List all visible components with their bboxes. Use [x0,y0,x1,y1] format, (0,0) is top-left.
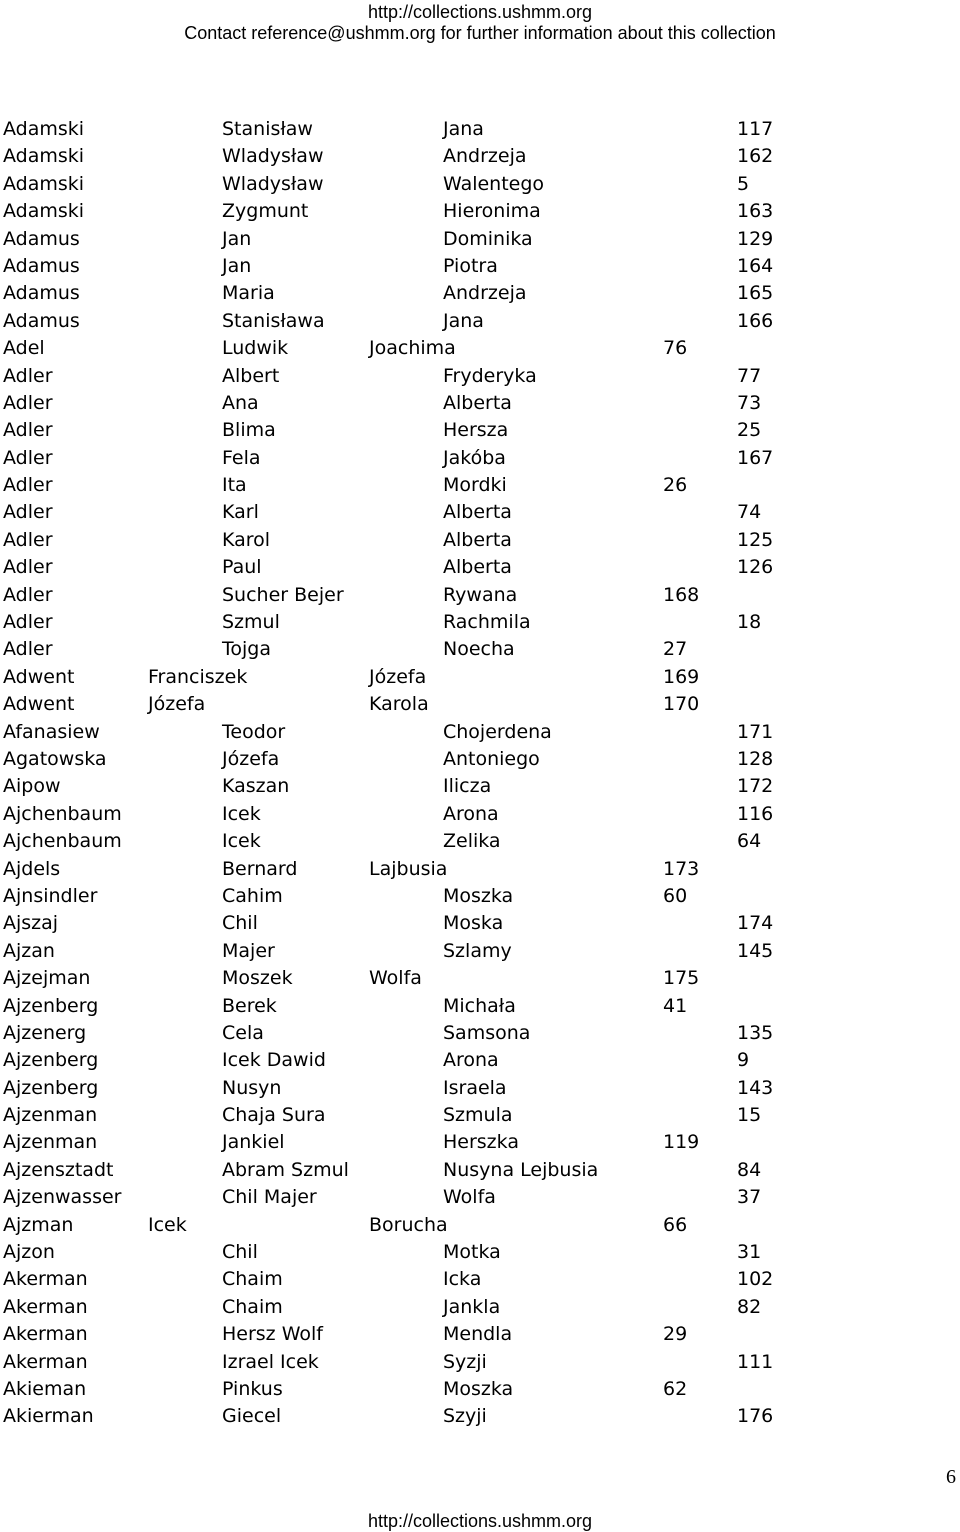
father-name-cell: Noecha [443,638,515,661]
surname-cell: Ajzenman [3,1131,98,1154]
list-row [0,1212,960,1239]
surname-cell: Adler [3,501,53,524]
surname-cell: Agatowska [3,747,107,770]
father-name-cell: Szmula [443,1104,513,1127]
father-name-cell: Szlamy [443,939,512,962]
father-name-cell: Alberta [443,528,512,551]
surname-cell: Adler [3,583,53,606]
first-name-cell: Stanisława [222,309,325,332]
list-row [0,910,960,937]
list-row [0,1047,960,1074]
surname-cell: Ajzenwasser [3,1186,122,1209]
surname-cell: Adamus [3,227,80,250]
first-name-cell: Bernard [222,857,298,880]
first-name-cell: Kaszan [222,775,290,798]
surname-cell: Adler [3,419,53,442]
first-name-cell: Icek [148,1213,187,1236]
first-name-cell: Icek [222,830,261,853]
first-name-cell: Chil [222,1241,258,1264]
list-row [0,691,960,718]
surname-cell: Aipow [3,775,61,798]
list-row [0,417,960,444]
father-name-cell: Alberta [443,391,512,414]
surname-cell: Ajzan [3,939,55,962]
list-row [0,1239,960,1266]
footer-url: http://collections.ushmm.org [367,1511,593,1531]
record-number-cell: 116 [737,802,774,825]
list-row [0,253,960,280]
first-name-cell: Fela [222,446,261,469]
list-row [0,527,960,554]
father-name-cell: Andrzeja [443,282,527,305]
record-number-cell: 162 [737,145,774,168]
record-number-cell: 169 [663,665,700,688]
list-row [0,1075,960,1102]
surname-cell: Ajzensztadt [3,1158,114,1181]
record-number-cell: 128 [737,747,774,770]
surname-cell: Akerman [3,1350,88,1373]
record-number-cell: 173 [663,857,700,880]
first-name-cell: Sucher Bejer [222,583,344,606]
father-name-cell: Jakóba [443,446,506,469]
surname-cell: Ajchenbaum [3,802,122,825]
record-number-cell: 74 [737,501,762,524]
surname-cell: Adler [3,391,53,414]
father-name-cell: Karola [369,693,429,716]
record-number-cell: 170 [663,693,700,716]
father-name-cell: Jana [443,309,484,332]
first-name-cell: Jankiel [222,1131,285,1154]
record-number-cell: 64 [737,830,762,853]
list-row [0,582,960,609]
father-name-cell: Mendla [443,1323,513,1346]
first-name-cell: Józefa [148,693,206,716]
record-number-cell: 145 [737,939,774,962]
record-number-cell: 163 [737,200,774,223]
surname-cell: Ajdels [3,857,61,880]
father-name-cell: Ilicza [443,775,492,798]
father-name-cell: Szyji [443,1405,487,1428]
record-number-cell: 29 [663,1323,688,1346]
father-name-cell: Joachima [369,337,456,360]
record-number-cell: 15 [737,1104,762,1127]
surname-cell: Adamski [3,145,85,168]
first-name-cell: Teodor [222,720,286,743]
father-name-cell: Syzji [443,1350,487,1373]
father-name-cell: Moska [443,912,504,935]
first-name-cell: Icek [222,802,261,825]
father-name-cell: Alberta [443,501,512,524]
father-name-cell: Rywana [443,583,518,606]
record-number-cell: 77 [737,364,762,387]
father-name-cell: Icka [443,1268,482,1291]
father-name-cell: Wolfa [443,1186,496,1209]
father-name-cell: Rachmila [443,611,531,634]
surname-cell: Adwent [3,693,75,716]
record-number-cell: 111 [737,1350,774,1373]
first-name-cell: Chil [222,912,258,935]
surname-cell: Adamski [3,172,85,195]
surname-cell: Ajnsindler [3,884,98,907]
first-name-cell: Hersz Wolf [222,1323,323,1346]
surname-cell: Akerman [3,1268,88,1291]
list-row [0,1376,960,1403]
father-name-cell: Hersza [443,419,509,442]
record-number-cell: 119 [663,1131,700,1154]
record-number-cell: 143 [737,1076,774,1099]
list-row [0,1349,960,1376]
record-number-cell: 125 [737,528,774,551]
record-number-cell: 9 [737,1049,750,1072]
surname-cell: Ajzenberg [3,1049,99,1072]
first-name-cell: Wladysław [222,172,324,195]
header-contact-note: Contact reference@ushmm.org for further information about this collection [184,23,776,43]
record-number-cell: 37 [737,1186,762,1209]
list-row [0,801,960,828]
first-name-cell: Giecel [222,1405,282,1428]
first-name-cell: Jan [222,254,252,277]
first-name-cell: Albert [222,364,280,387]
record-number-cell: 66 [663,1213,688,1236]
list-row [0,1321,960,1348]
surname-cell: Akieman [3,1377,87,1400]
first-name-cell: Icek Dawid [222,1049,326,1072]
first-name-cell: Zygmunt [222,200,309,223]
father-name-cell: Hieronima [443,200,541,223]
surname-cell: Ajzon [3,1241,55,1264]
surname-cell: Ajzenman [3,1104,98,1127]
record-number-cell: 171 [737,720,774,743]
first-name-cell: Majer [222,939,275,962]
record-number-cell: 168 [663,583,700,606]
first-name-cell: Karl [222,501,259,524]
father-name-cell: Jana [443,118,484,140]
father-name-cell: Moszka [443,1377,514,1400]
father-name-cell: Chojerdena [443,720,552,743]
surname-cell: Ajchenbaum [3,830,122,853]
father-name-cell: Michała [443,994,516,1017]
surname-cell: Akierman [3,1405,94,1428]
father-name-cell: Arona [443,802,499,825]
father-name-cell: Zelika [443,830,501,853]
surname-cell: Adler [3,446,53,469]
record-number-cell: 166 [737,309,774,332]
list-row [0,116,960,143]
record-number-cell: 135 [737,1021,774,1044]
first-name-cell: Izrael Icek [222,1350,319,1373]
surname-cell: Ajzenberg [3,1076,99,1099]
list-row [0,993,960,1020]
record-number-cell: 174 [737,912,774,935]
surname-cell: Ajzejman [3,967,91,990]
record-number-cell: 172 [737,775,774,798]
father-name-cell: Samsona [443,1021,531,1044]
first-name-cell: Paul [222,556,262,579]
record-number-cell: 76 [663,337,688,360]
list-row [0,198,960,225]
first-name-cell: Chaja Sura [222,1104,326,1127]
record-number-cell: 126 [737,556,774,579]
surname-cell: Adamski [3,118,85,140]
surname-cell: Akerman [3,1323,88,1346]
list-row [0,1184,960,1211]
first-name-cell: Franciszek [148,665,248,688]
first-name-cell: Szmul [222,611,280,634]
list-row [0,664,960,691]
record-number-cell: 31 [737,1241,762,1264]
first-name-cell: Tojga [222,638,271,661]
surname-cell: Adler [3,474,53,497]
first-name-cell: Józefa [222,747,280,770]
record-number-cell: 117 [737,118,774,140]
list-row [0,1266,960,1293]
list-row [0,1403,960,1430]
list-row [0,335,960,362]
surname-cell: Adel [3,337,45,360]
list-row [0,609,960,636]
record-number-cell: 41 [663,994,688,1017]
first-name-cell: Berek [222,994,277,1017]
list-row [0,499,960,526]
father-name-cell: Alberta [443,556,512,579]
father-name-cell: Andrzeja [443,145,527,168]
surname-cell: Adler [3,556,53,579]
father-name-cell: Arona [443,1049,499,1072]
surname-cell: Ajszaj [3,912,59,935]
surname-cell: Adler [3,611,53,634]
surname-cell: Afanasiew [3,720,100,743]
list-row [0,1129,960,1156]
first-name-cell: Cahim [222,884,283,907]
record-number-cell: 129 [737,227,774,250]
first-name-cell: Stanisław [222,118,313,140]
father-name-cell: Motka [443,1241,501,1264]
list-row [0,1102,960,1129]
list-row [0,1294,960,1321]
list-row [0,938,960,965]
record-number-cell: 60 [663,884,688,907]
list-row [0,746,960,773]
first-name-cell: Maria [222,282,275,305]
page-number: 6 [946,1466,956,1488]
surname-cell: Adwent [3,665,75,688]
first-name-cell: Moszek [222,967,293,990]
first-name-cell: Blima [222,419,276,442]
first-name-cell: Cela [222,1021,264,1044]
surname-cell: Adler [3,528,53,551]
father-name-cell: Walentego [443,172,545,195]
first-name-cell: Abram Szmul [222,1158,349,1181]
record-number-cell: 176 [737,1405,774,1428]
first-name-cell: Chaim [222,1268,283,1291]
surname-cell: Adamus [3,254,80,277]
father-name-cell: Nusyna Lejbusia [443,1158,599,1181]
father-name-cell: Lajbusia [369,857,448,880]
first-name-cell: Chaim [222,1295,283,1318]
record-number-cell: 25 [737,419,762,442]
list-row [0,883,960,910]
record-number-cell: 84 [737,1158,762,1181]
list-row [0,445,960,472]
list-row [0,390,960,417]
record-number-cell: 73 [737,391,762,414]
first-name-cell: Jan [222,227,252,250]
surname-cell: Ajzenerg [3,1021,87,1044]
list-row [0,828,960,855]
list-row [0,280,960,307]
surname-cell: Adler [3,364,53,387]
father-name-cell: Jankla [443,1295,501,1318]
record-number-cell: 102 [737,1268,774,1291]
list-row [0,554,960,581]
father-name-cell: Antoniego [443,747,540,770]
surname-cell: Adamski [3,200,85,223]
surname-cell: Adler [3,638,53,661]
surname-cell: Adamus [3,309,80,332]
list-row [0,636,960,663]
father-name-cell: Fryderyka [443,364,537,387]
first-name-cell: Nusyn [222,1076,282,1099]
first-name-cell: Wladysław [222,145,324,168]
surname-cell: Ajzman [3,1213,74,1236]
record-number-cell: 62 [663,1377,688,1400]
first-name-cell: Ana [222,391,259,414]
first-name-cell: Pinkus [222,1377,283,1400]
record-number-cell: 26 [663,474,688,497]
surname-cell: Adamus [3,282,80,305]
list-row [0,171,960,198]
father-name-cell: Mordki [443,474,507,497]
record-number-cell: 27 [663,638,688,661]
list-row [0,363,960,390]
list-row [0,965,960,992]
father-name-cell: Piotra [443,254,498,277]
father-name-cell: Moszka [443,884,514,907]
first-name-cell: Chil Majer [222,1186,317,1209]
record-number-cell: 175 [663,967,700,990]
list-row [0,226,960,253]
record-number-cell: 164 [737,254,774,277]
first-name-cell: Ita [222,474,247,497]
surname-cell: Akerman [3,1295,88,1318]
list-row [0,472,960,499]
list-row [0,773,960,800]
list-row [0,856,960,883]
record-number-cell: 167 [737,446,774,469]
father-name-cell: Herszka [443,1131,519,1154]
father-name-cell: Józefa [369,665,427,688]
list-row [0,1157,960,1184]
first-name-cell: Ludwik [222,337,289,360]
father-name-cell: Dominika [443,227,533,250]
list-row [0,1020,960,1047]
record-number-cell: 82 [737,1295,762,1318]
record-number-cell: 165 [737,282,774,305]
list-row [0,308,960,335]
father-name-cell: Israela [443,1076,507,1099]
father-name-cell: Borucha [369,1213,448,1236]
header-url: http://collections.ushmm.org [367,2,593,22]
name-list [0,116,960,1431]
list-row [0,719,960,746]
father-name-cell: Wolfa [369,967,422,990]
record-number-cell: 5 [737,172,750,195]
list-row [0,143,960,170]
surname-cell: Ajzenberg [3,994,99,1017]
first-name-cell: Karol [222,528,271,551]
record-number-cell: 18 [737,611,762,634]
